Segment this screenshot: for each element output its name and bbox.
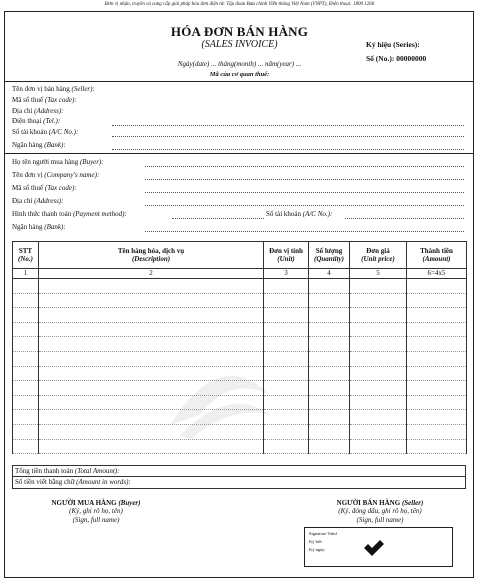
table-row <box>13 337 467 352</box>
table-cell <box>407 279 467 294</box>
table-cell <box>309 322 350 337</box>
provider-note: Đơn vị nhận, truyền và cung cấp giải pháp hóa đơn điện tử: Tập đoàn Bưu chính Viễn thông Việt Nam (VNPT), Điện thoại: 1800 1260 <box>104 2 375 7</box>
table-cell <box>309 381 350 396</box>
table-cell <box>39 293 264 308</box>
table-cell <box>350 410 407 425</box>
table-row <box>13 439 467 454</box>
index-cell: 4 <box>309 269 350 279</box>
table-cell <box>264 322 309 337</box>
table-cell <box>309 424 350 439</box>
column-header: Đơn giá (Unit price) <box>350 242 407 269</box>
buyer-company-line <box>145 179 464 180</box>
buyer-address-line <box>145 205 464 206</box>
index-cell: 2 <box>39 269 264 279</box>
amount-in-words-row: Số tiền viết bằng chữ (Amount in words): <box>12 477 466 489</box>
table-cell <box>13 322 39 337</box>
table-cell <box>350 424 407 439</box>
table-cell <box>39 337 264 352</box>
buyer-tax-label: Mã số thuế (Tax code): <box>12 184 77 192</box>
buyer-name-label: Họ tên người mua hàng (Buyer): <box>12 158 104 166</box>
table-cell <box>39 308 264 323</box>
column-header: Thành tiền (Amount) <box>407 242 467 269</box>
table-cell <box>350 308 407 323</box>
buyer-payment-line <box>172 218 264 219</box>
table-cell <box>39 439 264 454</box>
table-cell <box>13 351 39 366</box>
checkmark-icon <box>363 539 385 557</box>
buyer-bank-label: Ngân hàng (Bank): <box>12 223 66 231</box>
table-cell <box>309 308 350 323</box>
buyer-sign-note-en: (Sign, full name) <box>72 516 120 524</box>
table-row <box>13 293 467 308</box>
index-cell: 5 <box>350 269 407 279</box>
buyer-sign-title: NGƯỜI MUA HÀNG (Buyer) <box>51 499 141 507</box>
buyer-address-label: Địa chỉ (Address): <box>12 197 64 205</box>
table-cell <box>350 322 407 337</box>
buyer-signature-block <box>26 499 166 525</box>
buyer-company-label: Tên đơn vị (Company's name): <box>12 171 100 179</box>
seller-account-label: Số tài khoản (A/C No.): <box>12 128 79 136</box>
signed-by-label: Ký bởi: <box>309 539 323 544</box>
table-cell <box>309 366 350 381</box>
table-cell <box>13 395 39 410</box>
buyer-account-line <box>345 218 464 219</box>
table-row <box>13 308 467 323</box>
table-cell <box>264 293 309 308</box>
buyer-sign-note: (Ký, ghi rõ họ, tên) <box>69 507 123 515</box>
table-cell <box>264 439 309 454</box>
table-cell <box>264 395 309 410</box>
table-cell <box>350 366 407 381</box>
seller-account-line <box>112 136 464 137</box>
seller-sign-title: NGƯỜI BÁN HÀNG (Seller) <box>336 499 424 507</box>
signature-valid-text: Signature Valid <box>309 531 337 536</box>
table-row <box>13 351 467 366</box>
index-cell: 6=4x5 <box>407 269 467 279</box>
seller-tax-label: Mã số thuế (Tax code): <box>12 96 77 104</box>
signed-date-label: Ký ngày: <box>309 547 326 552</box>
seller-name-label: Tên đơn vị bán hàng (Seller): <box>12 85 95 93</box>
table-cell <box>264 381 309 396</box>
series-label: Ký hiệu (Series): <box>366 40 420 49</box>
table-cell <box>13 293 39 308</box>
index-cell: 3 <box>264 269 309 279</box>
table-cell <box>39 395 264 410</box>
table-cell <box>13 381 39 396</box>
table-cell <box>407 410 467 425</box>
table-cell <box>407 322 467 337</box>
table-cell <box>350 279 407 294</box>
table-cell <box>264 308 309 323</box>
table-row <box>13 381 467 396</box>
column-header: Đơn vị tính (Unit) <box>264 242 309 269</box>
invoice-title: HÓA ĐƠN BÁN HÀNG <box>170 24 309 39</box>
buyer-bank-line <box>145 231 464 232</box>
column-header: Số lượng (Quantity) <box>309 242 350 269</box>
index-cell: 1 <box>13 269 39 279</box>
column-header: STT (No.) <box>13 242 39 269</box>
table-cell <box>407 381 467 396</box>
table-cell <box>39 381 264 396</box>
invoice-number: Số (No.): 00000000 <box>366 54 427 63</box>
table-row <box>13 322 467 337</box>
seller-phone-line <box>112 125 464 126</box>
table-row <box>13 410 467 425</box>
table-header-row <box>13 242 467 269</box>
table-cell <box>407 351 467 366</box>
table-cell <box>350 337 407 352</box>
blank-rows <box>13 279 467 454</box>
seller-signature-block <box>300 499 460 525</box>
table-cell <box>350 293 407 308</box>
table-cell <box>407 424 467 439</box>
table-cell <box>309 395 350 410</box>
seller-address-label: Địa chỉ (Address): <box>12 107 64 115</box>
header-separator <box>4 81 474 82</box>
table-cell <box>407 439 467 454</box>
seller-sign-note-en: (Sign, full name) <box>356 516 404 524</box>
table-cell <box>407 395 467 410</box>
table-cell <box>309 279 350 294</box>
table-cell <box>39 279 264 294</box>
table-cell <box>13 424 39 439</box>
table-row <box>13 366 467 381</box>
table-cell <box>407 293 467 308</box>
table-cell <box>407 337 467 352</box>
table-cell <box>13 279 39 294</box>
table-cell <box>309 337 350 352</box>
date-line: Ngày(date) ... tháng(month) ... năm(year) ... <box>177 60 302 68</box>
seller-separator <box>4 153 474 154</box>
table-cell <box>39 410 264 425</box>
table-cell <box>309 293 350 308</box>
table-cell <box>13 337 39 352</box>
seller-phone-label: Điện thoại (Tel.): <box>12 117 61 125</box>
items-table <box>12 241 467 454</box>
buyer-name-line <box>145 166 464 167</box>
table-cell <box>13 439 39 454</box>
table-cell <box>39 322 264 337</box>
table-cell <box>39 366 264 381</box>
table-row <box>13 279 467 294</box>
table-cell <box>264 410 309 425</box>
table-cell <box>350 381 407 396</box>
table-cell <box>264 351 309 366</box>
table-cell <box>13 308 39 323</box>
table-cell <box>264 424 309 439</box>
total-amount-row: Tổng tiền thanh toán (Total Amount): <box>12 465 466 477</box>
table-cell <box>309 439 350 454</box>
table-cell <box>39 424 264 439</box>
table-cell <box>309 351 350 366</box>
tax-authority-code: Mã của cơ quan thuế: <box>209 71 270 78</box>
table-row <box>13 395 467 410</box>
buyer-payment-label: Hình thức thanh toán (Payment method): <box>12 210 127 218</box>
table-row <box>13 424 467 439</box>
table-cell <box>350 351 407 366</box>
digital-signature-box <box>304 527 453 567</box>
seller-bank-line <box>112 149 464 150</box>
table-cell <box>39 351 264 366</box>
table-cell <box>264 337 309 352</box>
seller-bank-label: Ngân hàng (Bank): <box>12 141 66 149</box>
table-cell <box>13 366 39 381</box>
table-cell <box>13 410 39 425</box>
buyer-account-label: Số tài khoản (A/C No.): <box>266 210 333 218</box>
column-header: Tên hàng hóa, dịch vụ (Description) <box>39 242 264 269</box>
seller-sign-note: (Ký, đóng dấu, ghi rõ họ, tên) <box>338 507 422 515</box>
table-cell <box>407 366 467 381</box>
table-cell <box>350 439 407 454</box>
buyer-tax-line <box>145 192 464 193</box>
table-cell <box>309 410 350 425</box>
table-cell <box>407 308 467 323</box>
table-cell <box>350 395 407 410</box>
table-cell <box>264 366 309 381</box>
column-index-row <box>13 269 467 279</box>
invoice-subtitle: (SALES INVOICE) <box>201 39 278 50</box>
table-cell <box>264 279 309 294</box>
